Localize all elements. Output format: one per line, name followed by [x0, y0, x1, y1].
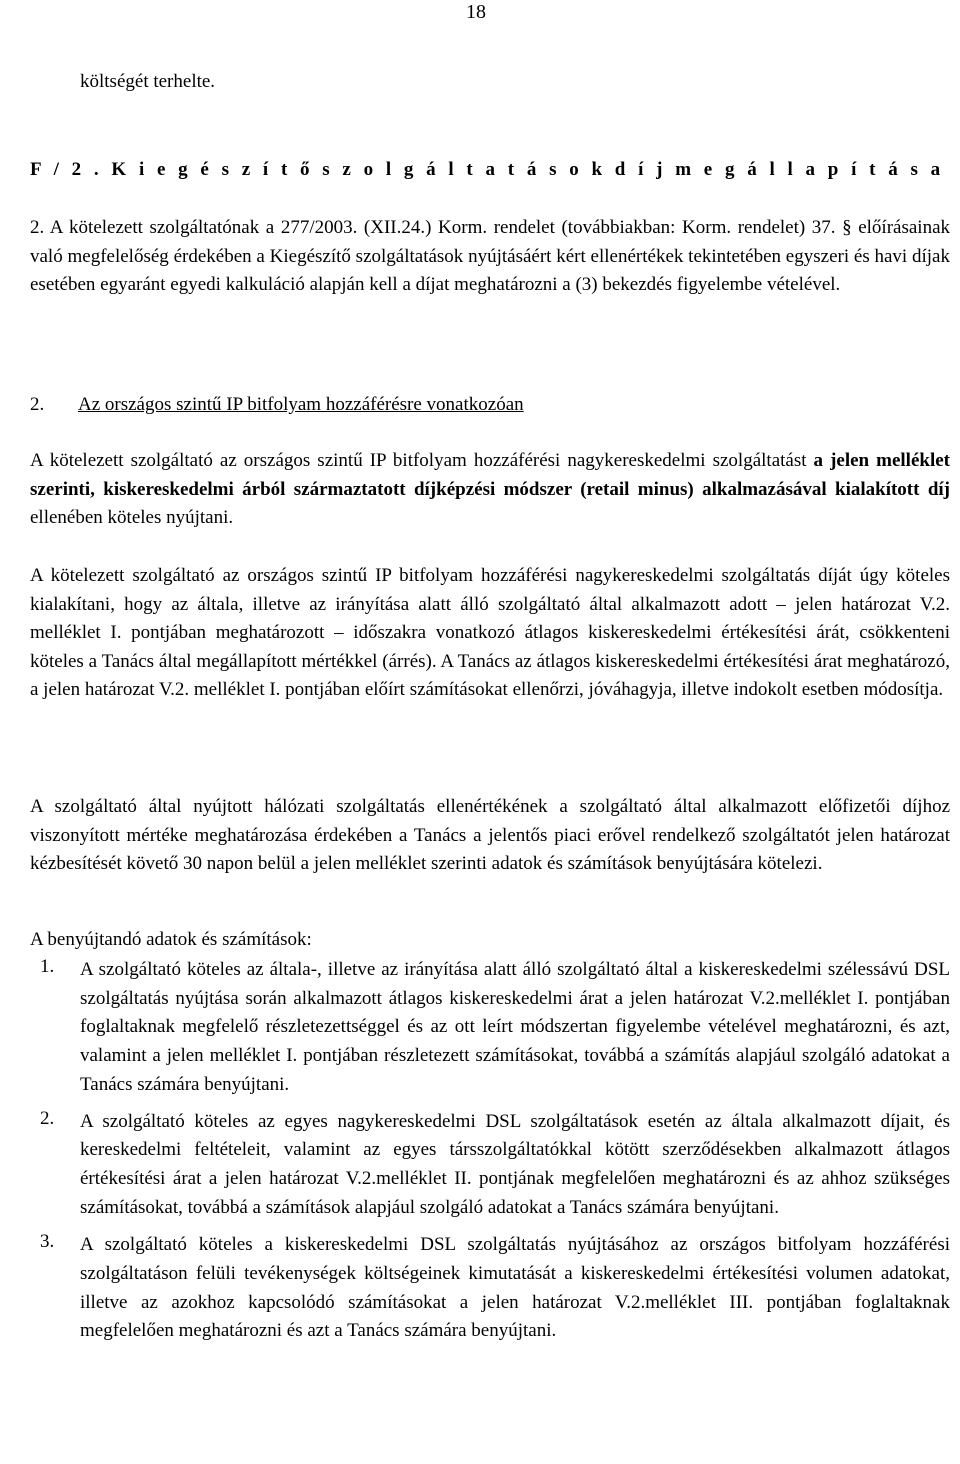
sub-heading-title: Az országos szintű IP bitfolyam hozzáférésre vonatkozóan [78, 394, 524, 415]
list-item [30, 956, 950, 1100]
paragraph-2-bold: a jelen melléklet szerinti, kiskereskedelmi árból származtatott díjképzési módszer (retail minus) alkalmazásával kialakított díj [30, 450, 950, 500]
list-item-marker: 1. [40, 956, 55, 977]
list-item-text: A szolgáltató köteles az egyes nagykereskedelmi DSL szolgáltatások esetén az általa alkalmazott díjait, és kereskedelmi feltételeit, valamint az egyes társszolgáltatókkal kötött szerződésekben alkalmazott átlagos értékesítési árat a jelen határozat V.2.melléklet II. pontjának megfelelően meghatározni és az ahhoz szükséges számításokat, továbbá a számítások alapjául szolgáló adatokat a Tanács számára benyújtani. [80, 1110, 950, 1218]
paragraph-3: A kötelezett szolgáltató az országos szintű IP bitfolyam hozzáférési nagykereskedelmi szolgáltatás díját úgy köteles kialakítani, hogy az általa, illetve az irányítása alatt álló szolgáltató által alkalmazott adott – jelen határozat V.2. melléklet I. pontjában meghatározott – időszakra vonatkozó átlagos kiskereskedelmi értékesítési árát, csökkenteni köteles a Tanács által megállapított mértékkel (árrés). A Tanács az átlagos kiskereskedelmi értékesítési árat meghatározó, a jelen határozat V.2. melléklet I. pontjában előírt számításokat ellenőrzi, jóváhagyja, illetve indokolt esetben módosítja. [30, 565, 950, 701]
paragraph-1: 2. A kötelezett szolgáltatónak a 277/2003. (XII.24.) Korm. rendelet (továbbiakban: Korm. rendelet) 37. § előírásainak való megfelelőség érdekében a Kiegészítő szolgáltatások nyújtásáért kért ellenértékek tekintetében egyszeri és havi díjak esetében egyaránt egyedi kalkuláció alapján kell a díjat meghatározni a (3) bekezdés figyelembe vételével. [30, 217, 950, 296]
lead-line: költségét terhelte. [80, 71, 216, 92]
list-item-marker: 2. [40, 1107, 55, 1129]
list-intro: A benyújtandó adatok és számítások: [30, 929, 312, 950]
sub-heading [30, 391, 950, 419]
sub-heading-number: 2. [30, 394, 45, 415]
paragraph-2-start: A kötelezett szolgáltató az országos szintű IP bitfolyam hozzáférési nagykereskedelmi szolgáltatást [30, 450, 814, 471]
page-number: 18 [466, 1, 486, 23]
paragraph-2-end: ellenében köteles nyújtani. [30, 507, 234, 529]
list-item-text: A szolgáltató köteles az általa-, illetve az irányítása alatt álló szolgáltató által a kiskereskedelmi szélessávú DSL szolgáltatás nyújtása során alkalmazott átlagos kiskereskedelmi árat a jelen határozat V.2.melléklet I. pontjában foglaltaknak megfelelő részletezettséggel és az ott leírt módszertan figyelembe vételével meghatározni, és azt, valamint a jelen melléklet I. pontjában részletezett számításokat, továbbá a számítás alapjául szolgáló adatokat a Tanács számára benyújtani. [80, 959, 950, 1095]
paragraph-2 [30, 447, 950, 533]
list-item-marker: 3. [40, 1231, 55, 1253]
section-heading: F / 2 . K i e g é s z í t ő s z o l g á l t a t á s o k d í j m e g á l l a p í t á s a [30, 159, 945, 180]
list-item [30, 1108, 950, 1223]
list-item-text: A szolgáltató köteles a kiskereskedelmi DSL szolgáltatás nyújtásához az országos bitfolyam hozzáférési szolgáltatáson felüli tevékenységek költségeinek kimutatását a kiskereskedelmi értékesítési volumen adatokat, illetve az azokhoz kapcsolódó számításokat a jelen határozat V.2.melléklet III. pontjában foglaltaknak megfelelően meghatározni és azt a Tanács számára benyújtani. [80, 1234, 950, 1342]
paragraph-4: A szolgáltató által nyújtott hálózati szolgáltatás ellenértékének a szolgáltató által alkalmazott előfizetői díjhoz viszonyított mértéke meghatározása érdekében a Tanács a jelentős piaci erővel rendelkező szolgáltatót jelen határozat kézbesítését követő 30 napon belül a jelen melléklet szerinti adatok és számítások benyújtására kötelezi. [30, 796, 950, 875]
list-item [30, 1231, 950, 1346]
numbered-list [30, 956, 950, 1346]
